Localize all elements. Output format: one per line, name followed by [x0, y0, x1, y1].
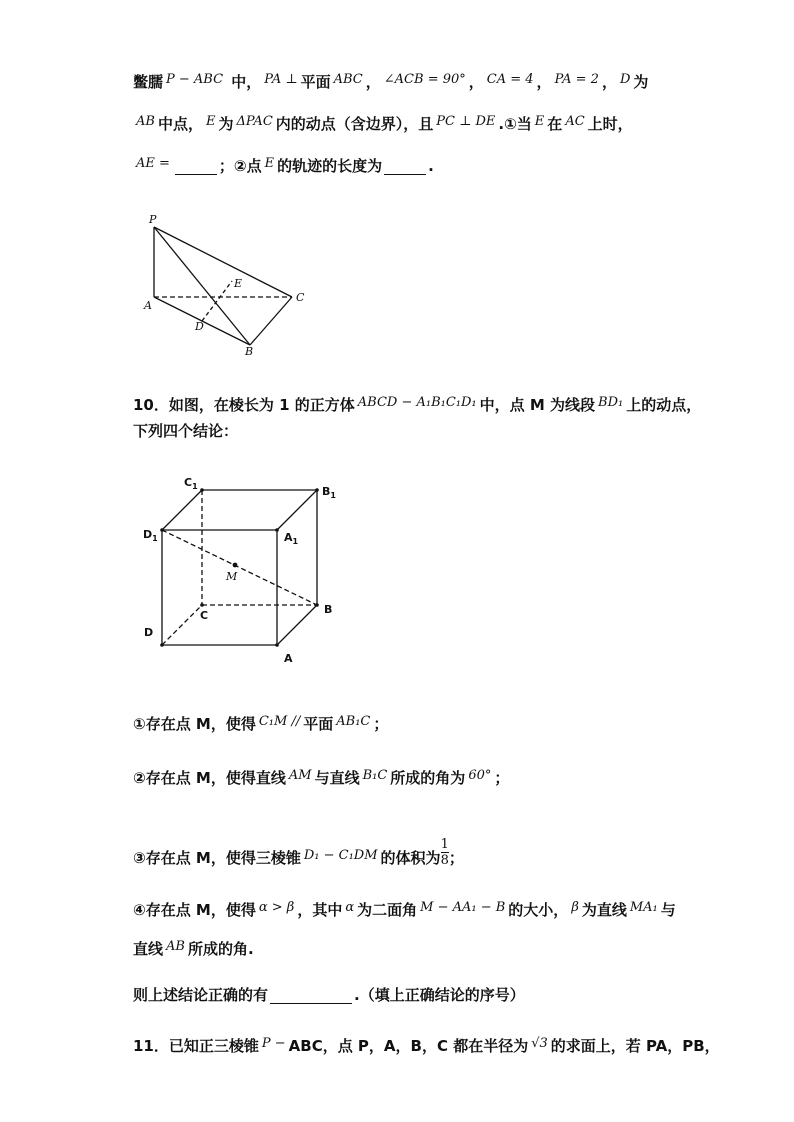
text: 下列四个结论： [133, 422, 239, 440]
text: 的求面上，若 PA，PB， [550, 1037, 720, 1055]
text: 平面 [300, 73, 331, 91]
math: ∠ACB = 90° [383, 72, 466, 87]
answer-blank-2[interactable] [384, 154, 426, 175]
text: 10．如图，在棱长为 1 的正方体 [133, 396, 355, 414]
q10-conclusion-4-cont [133, 939, 254, 961]
edge-D1C1 [162, 490, 202, 530]
math: AM [288, 768, 312, 783]
label-M: M [226, 570, 238, 583]
math: CA = 4 [486, 72, 534, 87]
text: ABC，点 P，A，B，C 都在半径为 [288, 1037, 529, 1055]
math: E [264, 156, 275, 171]
text: 鳖臑 [133, 73, 164, 91]
text: 所成的角. [187, 940, 254, 958]
text: ④存在点 M，使得 [133, 901, 256, 919]
math: E [205, 114, 216, 129]
text: 为 [218, 115, 234, 133]
text: 直线 [133, 940, 164, 958]
math: √3 [531, 1036, 548, 1051]
q10-line-1 [133, 395, 701, 417]
numerator: 1 [440, 837, 449, 852]
text: 为 [633, 73, 649, 91]
denominator: 8 [440, 853, 449, 868]
math: MA₁ [629, 900, 658, 915]
math: E [534, 114, 545, 129]
text: 中， [226, 73, 262, 91]
text: 平面 [303, 715, 334, 733]
text: 内的动点（含边界），且 [275, 115, 434, 133]
text: 上时， [587, 115, 633, 133]
q10-conclusion-2 [133, 768, 509, 790]
label-D: D [195, 320, 204, 333]
q9-line-3 [133, 156, 434, 178]
text: . [428, 157, 434, 175]
text: 为直线 [581, 901, 627, 919]
label-B: B [245, 345, 254, 358]
math: M − AA₁ − B [420, 900, 506, 915]
text: 11．已知正三棱锥 [133, 1037, 259, 1055]
math: ABC [333, 72, 363, 87]
text: ；②点 [218, 157, 262, 175]
label-A: A [284, 652, 293, 665]
label-A: A [144, 299, 152, 312]
q10-conclusion-3 [133, 837, 464, 874]
text: ②存在点 M，使得直线 [133, 769, 286, 787]
label-A1: $A_1$ [284, 531, 299, 546]
label-P: P [149, 213, 157, 226]
text: 则上述结论正确的有 [133, 986, 269, 1004]
math: AB [166, 939, 185, 954]
text: ； [448, 849, 464, 867]
text: ③存在点 M，使得三棱锥 [133, 849, 301, 867]
edge-A1B1 [277, 490, 317, 530]
text: ，其中 [297, 901, 343, 919]
answer-blank-1[interactable] [175, 154, 217, 175]
label-B1: $B_1$ [322, 485, 336, 500]
q10-conclusion-1 [133, 714, 388, 736]
label-C1: $C_1$ [184, 476, 198, 491]
text: 所成的角为 [390, 769, 466, 787]
math: α [345, 900, 355, 915]
text: 为二面角 [357, 901, 418, 919]
label-B: B [324, 603, 333, 616]
math: P − ABC [166, 72, 224, 87]
segment-DE [202, 281, 232, 321]
text: .①当 [498, 115, 532, 133]
math: AE = [136, 156, 170, 171]
edge-PC [154, 227, 292, 297]
math: AB₁C [336, 714, 371, 729]
text: ； [494, 769, 510, 787]
text: ， [601, 73, 617, 91]
math: AC [565, 114, 585, 129]
text: 的轨迹的长度为 [277, 157, 383, 175]
text: 的体积为 [380, 849, 441, 867]
text: .（填上正确结论的序号） [354, 986, 525, 1004]
math: P − [261, 1036, 286, 1051]
label-D: D [144, 626, 154, 639]
edge-DC-hidden [162, 605, 202, 645]
math: β [571, 900, 579, 915]
edge-BC [250, 297, 292, 345]
q9-line-1 [133, 72, 648, 94]
text: ； [373, 715, 389, 733]
math: ABCD − A₁B₁C₁D₁ [357, 395, 477, 410]
math: 60° [468, 768, 492, 783]
q10-line-2 [133, 421, 238, 441]
text: 上的动点， [626, 396, 702, 414]
label-C: C [296, 291, 305, 304]
math: α > β [258, 900, 295, 915]
math: B₁C [362, 768, 388, 783]
q9-line-2 [133, 114, 633, 136]
edge-AB [277, 605, 317, 645]
label-D1: $D_1$ [143, 528, 158, 543]
text: 与 [660, 901, 676, 919]
text: 的大小， [508, 901, 569, 919]
text: 中点， [157, 115, 203, 133]
q10-conclusion-4 [133, 900, 676, 922]
text: ， [365, 73, 381, 91]
answer-blank-3[interactable] [270, 983, 352, 1004]
math: PA ⊥ [264, 72, 298, 87]
math: AB [136, 114, 155, 129]
math: D₁ − C₁DM [303, 848, 378, 863]
math: D [619, 72, 631, 87]
text: 与直线 [314, 769, 360, 787]
text: ， [536, 73, 552, 91]
point-M [233, 563, 238, 568]
math: BD₁ [598, 395, 624, 410]
cube-figure [140, 470, 350, 670]
label-C: C [200, 609, 209, 622]
math: C₁M // [258, 714, 301, 729]
math: PA = 2 [554, 72, 599, 87]
math: PC ⊥ DE [436, 114, 496, 129]
fraction-one-eighth [441, 837, 449, 868]
text: 中，点 M 为线段 [479, 396, 596, 414]
q11-line-1 [133, 1036, 720, 1058]
text: ①存在点 M，使得 [133, 715, 256, 733]
text: 在 [547, 115, 563, 133]
q10-answer-line [133, 985, 525, 1006]
math: ΔPAC [236, 114, 273, 129]
text: ， [468, 73, 484, 91]
label-E: E [234, 277, 243, 290]
tetrahedron-figure [140, 210, 320, 360]
